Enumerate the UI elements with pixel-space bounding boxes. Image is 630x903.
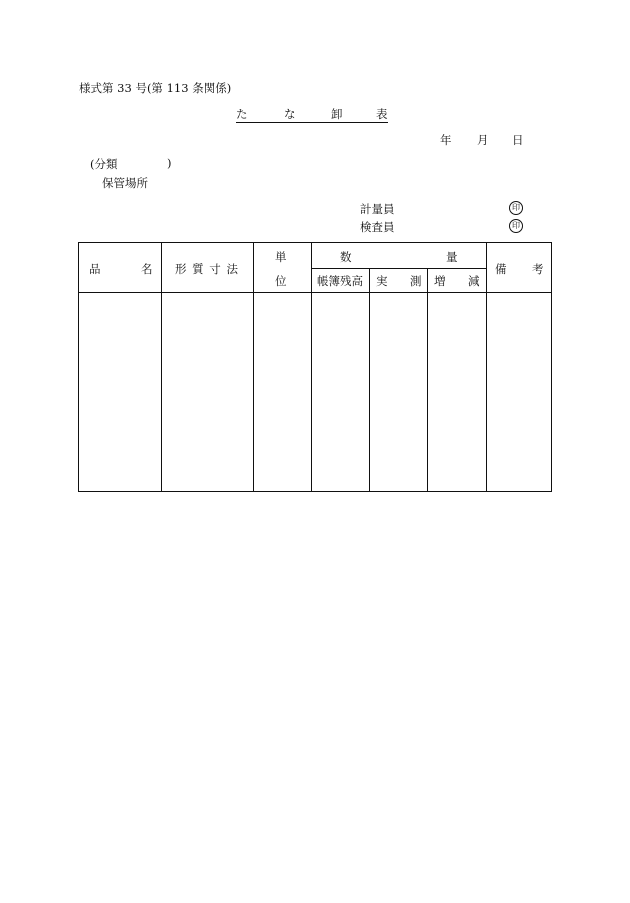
header-actual-1: 実 xyxy=(376,274,388,288)
header-book-balance: 帳簿残高 xyxy=(317,274,363,288)
header-actual-2: 測 xyxy=(410,274,422,288)
measurer-signature xyxy=(360,201,525,217)
title-char: た xyxy=(236,107,248,121)
quantity-subheader-line xyxy=(311,268,486,269)
header-remarks-1: 備 xyxy=(495,262,507,276)
header-change-1: 増 xyxy=(434,274,446,288)
header-item-name-1: 品 xyxy=(89,262,101,276)
date-line xyxy=(440,132,530,146)
document-title xyxy=(236,106,388,123)
header-quantity-1: 数 xyxy=(340,250,352,264)
form-number: 様式第 33 号(第 113 条関係) xyxy=(79,81,232,95)
inventory-table xyxy=(78,242,552,492)
header-unit-2: 位 xyxy=(275,274,287,288)
header-item-name-2: 名 xyxy=(141,262,153,276)
date-year: 年 xyxy=(440,133,452,147)
date-month: 月 xyxy=(477,133,489,147)
seal-icon: 印 xyxy=(509,219,523,233)
storage-location-label: 保管場所 xyxy=(102,176,148,190)
title-char: 卸 xyxy=(331,107,343,121)
classification-close: ) xyxy=(167,156,172,170)
column-divider xyxy=(369,268,370,491)
title-char: な xyxy=(284,107,296,121)
classification-field xyxy=(90,156,180,172)
measurer-label: 計量員 xyxy=(360,202,395,216)
header-unit-1: 単 xyxy=(275,250,287,264)
column-divider xyxy=(253,243,254,491)
header-spec: 形 質 寸 法 xyxy=(175,262,239,276)
classification-open: (分類 xyxy=(90,157,118,171)
column-divider xyxy=(161,243,162,491)
header-remarks-2: 考 xyxy=(532,262,544,276)
seal-icon: 印 xyxy=(509,201,523,215)
header-quantity-2: 量 xyxy=(446,250,458,264)
inspector-label: 検査員 xyxy=(360,220,395,234)
date-day: 日 xyxy=(512,133,524,147)
column-divider xyxy=(427,268,428,491)
header-change-2: 減 xyxy=(468,274,480,288)
title-char: 表 xyxy=(376,107,388,121)
header-bottom-line xyxy=(79,292,551,293)
column-divider xyxy=(311,243,312,491)
inspector-signature xyxy=(360,219,525,235)
column-divider xyxy=(486,243,487,491)
